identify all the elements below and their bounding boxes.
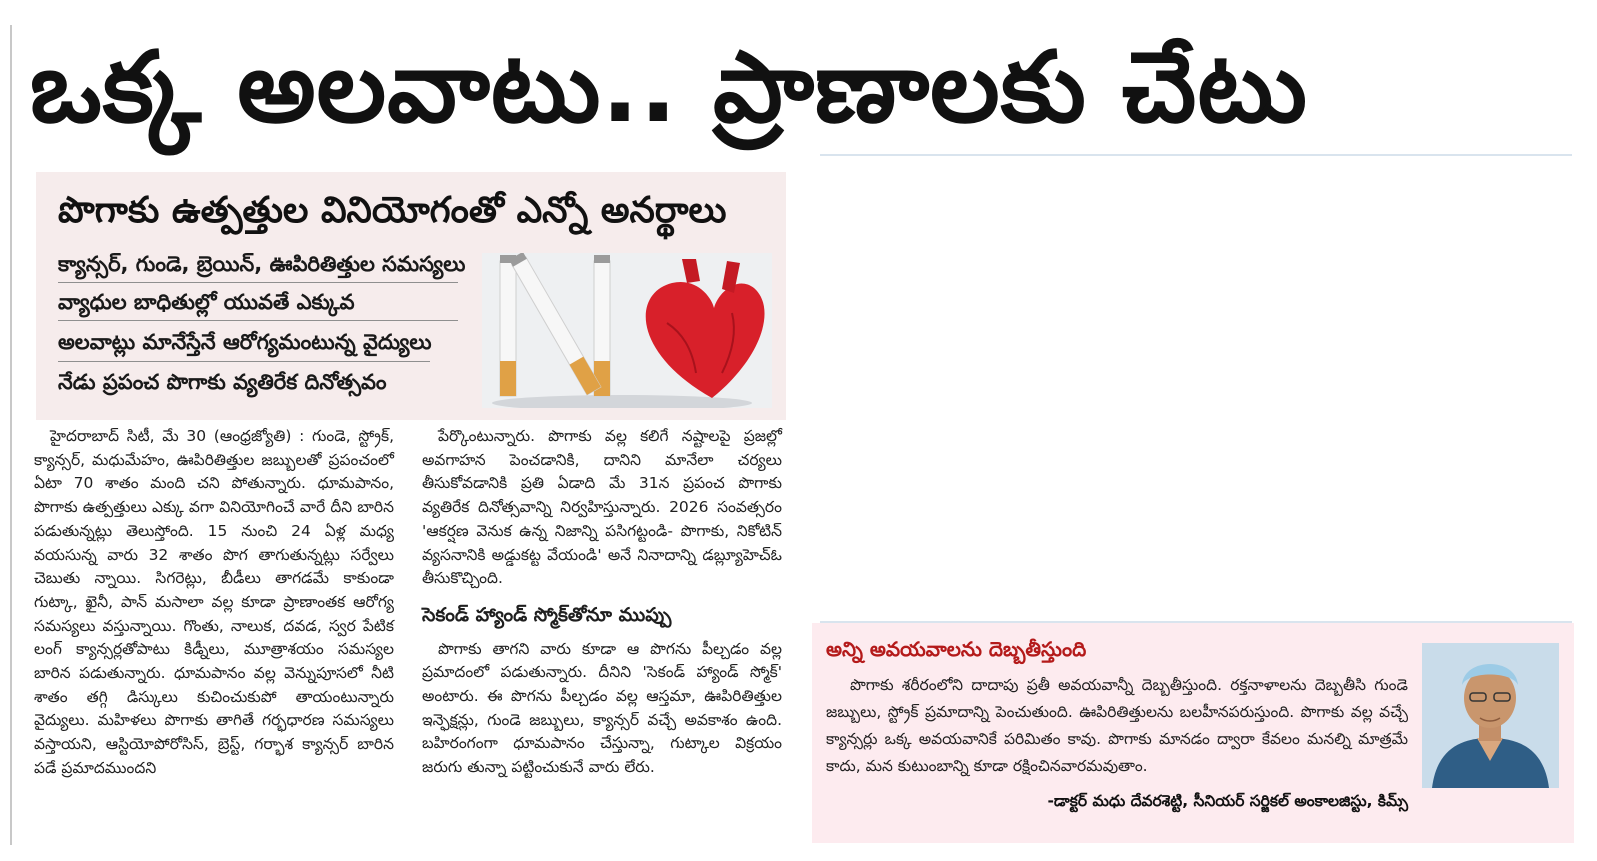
headline: ఒక్క అలవాటు.. ప్రాణాలకు చేటు: [30, 31, 1308, 145]
quote-text: పొగాకు శరీరంలోని దాదాపు ప్రతీ అవయవాన్నీ దెబ్బతీస్తుంది. రక్తనాళాలను దెబ్బతీసి గుండె జబ్బులు, స్ట్రోక్ ప్రమాదాన్ని పెంచుతుంది. ఊపిరితిత్తులను బలహీనపరుస్తుంది. పొగాకు వల్ల వచ్చే క్యాన్సర్లు ఒక్క అవయవానికే పరిమితం కావు. పొగాకు మానడం ద్వారా కేవలం మనల్ని మాత్రమే కాదు, మన కుటుంబాన్ని కూడా రక్షించినవారమవుతాం.: [826, 676, 1408, 775]
quote-signature: -డాక్టర్ మధు దేవరశెట్టి, సీనియర్ సర్జికల్ అంకాలజిస్టు, కిమ్స్: [1047, 792, 1408, 810]
bullet-point: వ్యాధుల బాధితుల్లో యువతే ఎక్కువ: [58, 290, 355, 314]
bullet-divider: [58, 320, 458, 321]
bullet-divider: [58, 282, 458, 283]
article-paragraph: హైదరాబాద్ సిటీ, మే 30 (ఆంధ్రజ్యోతి) : గుండె, స్ట్రోక్, క్యాన్సర్, మధుమేహం, ఊపిరితిత్తుల జబ్బులతో ప్రపంచంలో ఏటా 70 శాతం మంది చని పోతున్నారు. ధూమపానం, పొగాకు ఉత్పత్తులు ఎక్కు వగా వినియోగించే వారే దీని బారిన పడుతున్నట్లు తెలుస్తోంది. 15 నుంచి 24 ఏళ్ల మధ్య వయసున్న వారు 32 శాతం పొగ తాగుతున్నట్లు సర్వేలు చెబుతు న్నాయి. సిగరెట్లు, బీడీలు తాగడమే కాకుండా గుట్కా, ఖైనీ, పాన్ మసాలా వల్ల కూడా ప్రాణాంతక ఆరోగ్య సమస్యలు వస్తున్నాయి. గొంతు, నాలుక, దవడ, స్వర పేటిక లంగ్ క్యాన్సర్లతోపాటు కిడ్నీలు, మూత్రాశయం సమస్యల బారిన పడుతున్నారు. ధూమపానం వల్ల వెన్నుపూసలో నీటి శాతం తగ్గి డిస్కులు కుచించుకుపో తాయంటున్నారు వైద్యులు. మహిళలు పొగాకు తాగితే గర్భధారణ సమస్యలు వస్తాయని, ఆస్టియోపోరోసిస్, బ్రెస్ట్, గర్భాశ క్యాన్సర్ బారిన పడే ప్రమాదముందని: [34, 427, 394, 777]
article-paragraph: పేర్కొంటున్నారు. పొగాకు వల్ల కలిగే నష్టాలపై ప్రజల్లో అవగాహన పెంచడానికి, దానిని మానేలా చర్యలు తీసుకోవడానికి ప్రతి ఏడాది మే 31న ప్రపంచ పొగాకు వ్యతిరేక దినోత్సవాన్ని నిర్వహిస్తున్నారు. 2026 సంవత్సరం 'ఆకర్షణ వెనుక ఉన్న నిజాన్ని పసిగట్టండి- పొగాకు, నికోటిన్ వ్యసనానికి అడ్డుకట్ట వేయండి' అనే నినాదాన్ని డబ్ల్యూహెచ్ఓ తీసుకొచ్చింది.: [422, 427, 782, 588]
article-column-1: [34, 425, 394, 781]
bullet-point: క్యాన్సర్, గుండె, బ్రెయిన్, ఊపిరితిత్తుల సమస్యలు: [58, 252, 466, 276]
article-column-2: [422, 425, 782, 780]
doctor-portrait: [1422, 643, 1559, 788]
bullet-point: నేడు ప్రపంచ పొగాకు వ్యతిరేక దినోత్సవం: [58, 370, 387, 394]
subheadline: పొగాకు ఉత్పత్తుల వినియోగంతో ఎన్నో అనర్థాలు: [58, 190, 727, 231]
cigarettes-and-heart-image: [482, 253, 772, 408]
article-paragraph: పొగాకు తాగని వారు కూడా ఆ పొగను పీల్చడం వల్ల ప్రమాదంలో పడుతున్నారు. దీనిని 'సెకండ్ హ్యాండ్ స్మోక్' అంటారు. ఈ పొగను పీల్చడం వల్ల ఆస్తమా, ఊపిరితిత్తుల ఇన్ఫెక్షన్లు, గుండె జబ్బులు, క్యాన్సర్ వచ్చే అవకాశం ఉంది. బహిరంగంగా ధూమపానం చేస్తున్నా, గుట్కాల విక్రయం జరుగు తున్నా పట్టించుకునే వారు లేరు.: [422, 639, 782, 777]
left-border-rule: [10, 25, 12, 845]
bullet-point: అలవాట్లు మానేస్తేనే ఆరోగ్యమంటున్న వైద్యులు: [58, 330, 432, 354]
bullet-divider: [58, 361, 430, 362]
blank-panel: [820, 154, 1572, 623]
section-subheading: సెకండ్ హ్యాండ్ స్మోక్‌తోనూ ముప్పు: [422, 603, 672, 626]
quote-title: అన్ని అవయవాలను దెబ్బతీస్తుంది: [826, 637, 1087, 661]
